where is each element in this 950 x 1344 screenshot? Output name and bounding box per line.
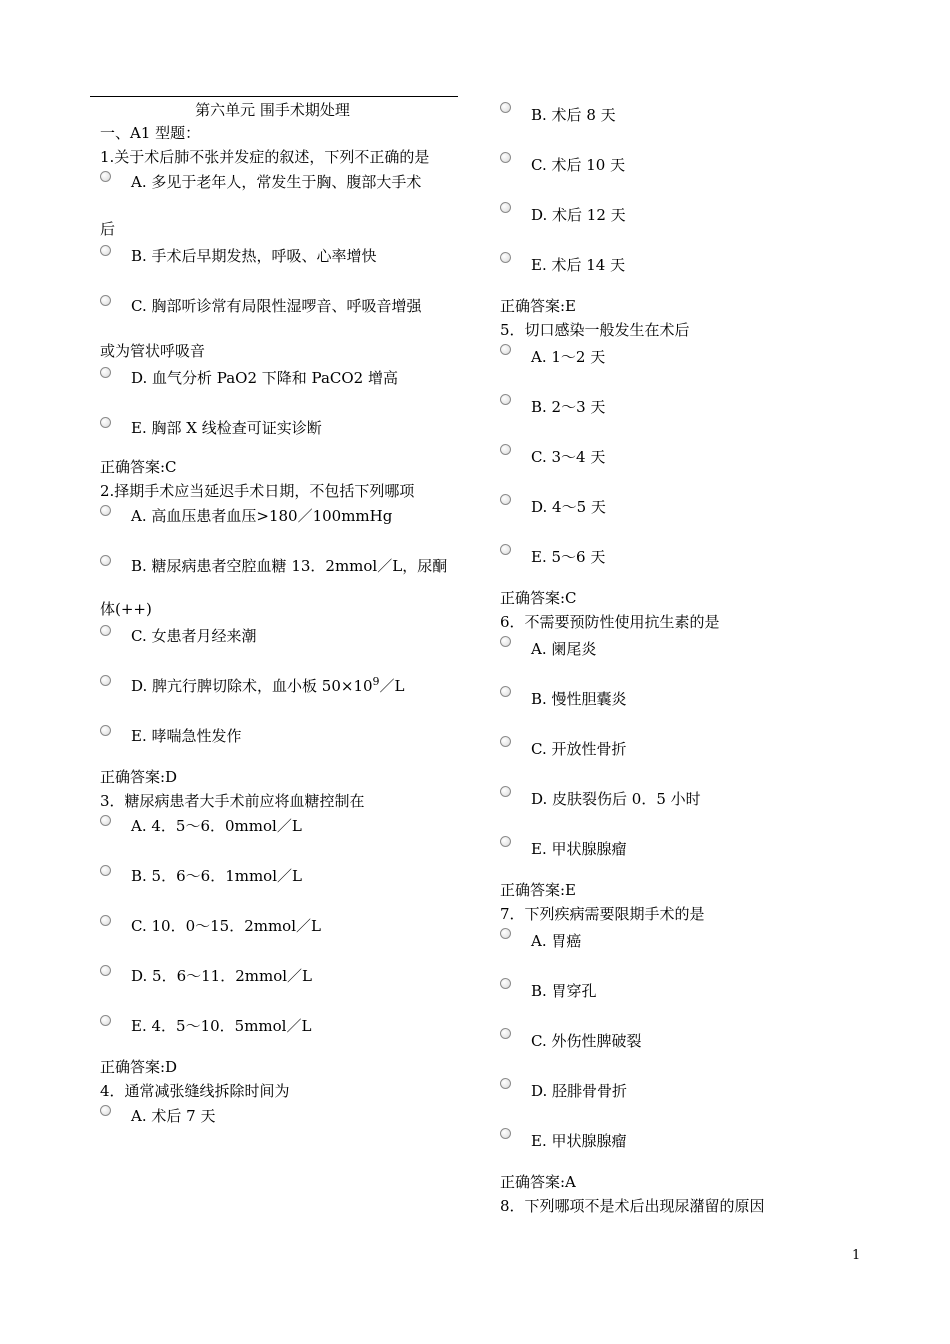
option-label: C. 胸部听诊常有局限性湿啰音、呼吸音增强: [131, 297, 422, 315]
radio-button[interactable]: [100, 815, 111, 826]
option-row[interactable]: [100, 863, 455, 913]
option-label: C. 开放性骨折: [531, 740, 627, 758]
correct-answer: 正确答案:D: [100, 768, 178, 786]
radio-button[interactable]: [100, 675, 111, 686]
left-column: [100, 100, 455, 1153]
radio-button[interactable]: [100, 1105, 111, 1116]
option-row[interactable]: [100, 723, 455, 765]
correct-answer: 正确答案:A: [500, 1173, 576, 1191]
radio-button[interactable]: [500, 1128, 511, 1139]
option-row[interactable]: [500, 100, 860, 150]
radio-button[interactable]: [500, 394, 511, 405]
option-row[interactable]: [500, 250, 860, 294]
option-label: B. 2～3 天: [531, 398, 606, 416]
radio-button[interactable]: [500, 786, 511, 797]
right-column: [500, 100, 860, 1218]
radio-button[interactable]: [100, 915, 111, 926]
option-label: A. 多见于老年人，常发生于胸、腹部大手术: [131, 173, 422, 191]
option-row[interactable]: [500, 150, 860, 200]
radio-button[interactable]: [500, 686, 511, 697]
radio-button[interactable]: [500, 736, 511, 747]
option-row[interactable]: [500, 734, 860, 784]
radio-button[interactable]: [500, 1078, 511, 1089]
option-row[interactable]: [500, 784, 860, 834]
option-label: B. 糖尿病患者空腔血糖 13．2mmol／L，尿酮: [131, 557, 448, 575]
option-row[interactable]: [100, 913, 455, 963]
option-label: B. 术后 8 天: [531, 106, 616, 124]
option-label: B. 胃穿孔: [531, 982, 597, 1000]
option-row[interactable]: [100, 503, 455, 553]
radio-button[interactable]: [500, 444, 511, 455]
radio-button[interactable]: [100, 417, 111, 428]
option-label: [131, 675, 405, 699]
option-label: D. 5．6～11．2mmol／L: [131, 967, 312, 985]
question-stem: 2.择期手术应当延迟手术日期，不包括下列哪项: [100, 482, 415, 500]
option-label: E. 甲状腺腺瘤: [531, 1132, 627, 1150]
option-label: D. 血气分析 PaO2 下降和 PaCO2 增高: [131, 369, 398, 387]
header-rule: [90, 96, 458, 97]
option-text: D. 脾亢行脾切除术，血小板 50×10: [131, 677, 373, 695]
option-label: E. 5～6 天: [531, 548, 606, 566]
section-heading: 一、A1 型题：: [100, 124, 201, 142]
option-label: E. 术后 14 天: [531, 256, 626, 274]
option-row[interactable]: [100, 293, 455, 339]
correct-answer: 正确答案:E: [500, 297, 577, 315]
option-label: A. 4．5～6．0mmol／L: [131, 817, 302, 835]
option-label: D. 术后 12 天: [531, 206, 626, 224]
option-row[interactable]: [100, 623, 455, 673]
radio-button[interactable]: [500, 1028, 511, 1039]
superscript: 9: [372, 675, 380, 688]
radio-button[interactable]: [100, 725, 111, 736]
option-row[interactable]: [500, 542, 860, 586]
correct-answer: 正确答案:D: [100, 1058, 178, 1076]
option-label: D. 胫腓骨骨折: [531, 1082, 628, 1100]
page-title: 第六单元 围手术期处理: [195, 101, 350, 119]
option-label: A. 高血压患者血压>180／100mmHg: [131, 507, 393, 525]
option-label: C. 3～4 天: [531, 448, 606, 466]
question-stem: 5．切口感染一般发生在术后: [500, 321, 690, 339]
radio-button[interactable]: [100, 295, 111, 306]
radio-button[interactable]: [100, 625, 111, 636]
page-number: 1: [852, 1248, 861, 1263]
option-continuation: 或为管状呼吸音: [100, 342, 206, 360]
question-stem: 3．糖尿病患者大手术前应将血糖控制在: [100, 792, 365, 810]
option-label: C. 女患者月经来潮: [131, 627, 257, 645]
correct-answer: 正确答案:C: [100, 458, 177, 476]
question-stem: 1.关于术后肺不张并发症的叙述，下列不正确的是: [100, 148, 430, 166]
radio-button[interactable]: [500, 978, 511, 989]
option-continuation: 后: [100, 220, 116, 238]
radio-button[interactable]: [500, 928, 511, 939]
question-stem: 8．下列哪项不是术后出现尿潴留的原因: [500, 1197, 765, 1215]
option-label: A. 1～2 天: [531, 348, 606, 366]
option-label: B. 慢性胆囊炎: [531, 690, 627, 708]
option-row[interactable]: [100, 365, 455, 415]
option-row[interactable]: [100, 169, 455, 217]
option-label: C. 外伤性脾破裂: [531, 1032, 642, 1050]
radio-button[interactable]: [500, 344, 511, 355]
radio-button[interactable]: [100, 245, 111, 256]
option-label: E. 胸部 X 线检查可证实诊断: [131, 419, 322, 437]
radio-button[interactable]: [100, 555, 111, 566]
radio-button[interactable]: [100, 171, 111, 182]
radio-button[interactable]: [500, 102, 511, 113]
correct-answer: 正确答案:C: [500, 589, 577, 607]
radio-button[interactable]: [100, 865, 111, 876]
question-stem: 6．不需要预防性使用抗生素的是: [500, 613, 720, 631]
option-label: D. 皮肤裂伤后 0．5 小时: [531, 790, 701, 808]
radio-button[interactable]: [500, 836, 511, 847]
radio-button[interactable]: [100, 505, 111, 516]
option-label: E. 甲状腺腺瘤: [531, 840, 627, 858]
option-row[interactable]: [500, 492, 860, 542]
option-row[interactable]: [500, 392, 860, 442]
option-label: B. 5．6～6．1mmol／L: [131, 867, 302, 885]
option-label: A. 术后 7 天: [131, 1107, 216, 1125]
radio-button[interactable]: [500, 252, 511, 263]
option-row[interactable]: [500, 1076, 860, 1126]
option-label: D. 4～5 天: [531, 498, 606, 516]
option-row[interactable]: [500, 442, 860, 492]
option-row[interactable]: [100, 1103, 455, 1153]
option-label: A. 阑尾炎: [531, 640, 597, 658]
radio-button[interactable]: [500, 152, 511, 163]
radio-button[interactable]: [500, 202, 511, 213]
radio-button[interactable]: [500, 636, 511, 647]
option-row[interactable]: [500, 1126, 860, 1170]
radio-button[interactable]: [100, 1015, 111, 1026]
radio-button[interactable]: [500, 494, 511, 505]
option-label: B. 手术后早期发热，呼吸、心率增快: [131, 247, 377, 265]
option-label: E. 哮喘急性发作: [131, 727, 242, 745]
option-row[interactable]: [500, 1026, 860, 1076]
option-continuation: 体(++): [100, 600, 152, 618]
option-row[interactable]: [500, 200, 860, 250]
option-row[interactable]: [100, 415, 455, 455]
option-label: C. 术后 10 天: [531, 156, 626, 174]
radio-button[interactable]: [500, 544, 511, 555]
option-row[interactable]: [100, 243, 455, 293]
radio-button[interactable]: [100, 367, 111, 378]
option-row[interactable]: [100, 553, 455, 597]
option-row[interactable]: [500, 684, 860, 734]
option-row[interactable]: [500, 926, 860, 976]
option-text-unit: ／L: [379, 677, 405, 695]
option-row[interactable]: [500, 342, 860, 392]
question-stem: 4．通常减张缝线拆除时间为: [100, 1082, 290, 1100]
correct-answer: 正确答案:E: [500, 881, 577, 899]
option-label: E. 4．5～10．5mmol／L: [131, 1017, 312, 1035]
option-label: A. 胃癌: [531, 932, 582, 950]
option-row[interactable]: [500, 834, 860, 878]
radio-button[interactable]: [100, 965, 111, 976]
question-stem: 7．下列疾病需要限期手术的是: [500, 905, 705, 923]
option-row[interactable]: [500, 634, 860, 684]
option-row[interactable]: [100, 963, 455, 1013]
option-row[interactable]: [100, 1013, 455, 1055]
option-row[interactable]: [100, 673, 455, 723]
option-row[interactable]: [500, 976, 860, 1026]
option-label: C. 10．0～15．2mmol／L: [131, 917, 321, 935]
option-row[interactable]: [100, 813, 455, 863]
